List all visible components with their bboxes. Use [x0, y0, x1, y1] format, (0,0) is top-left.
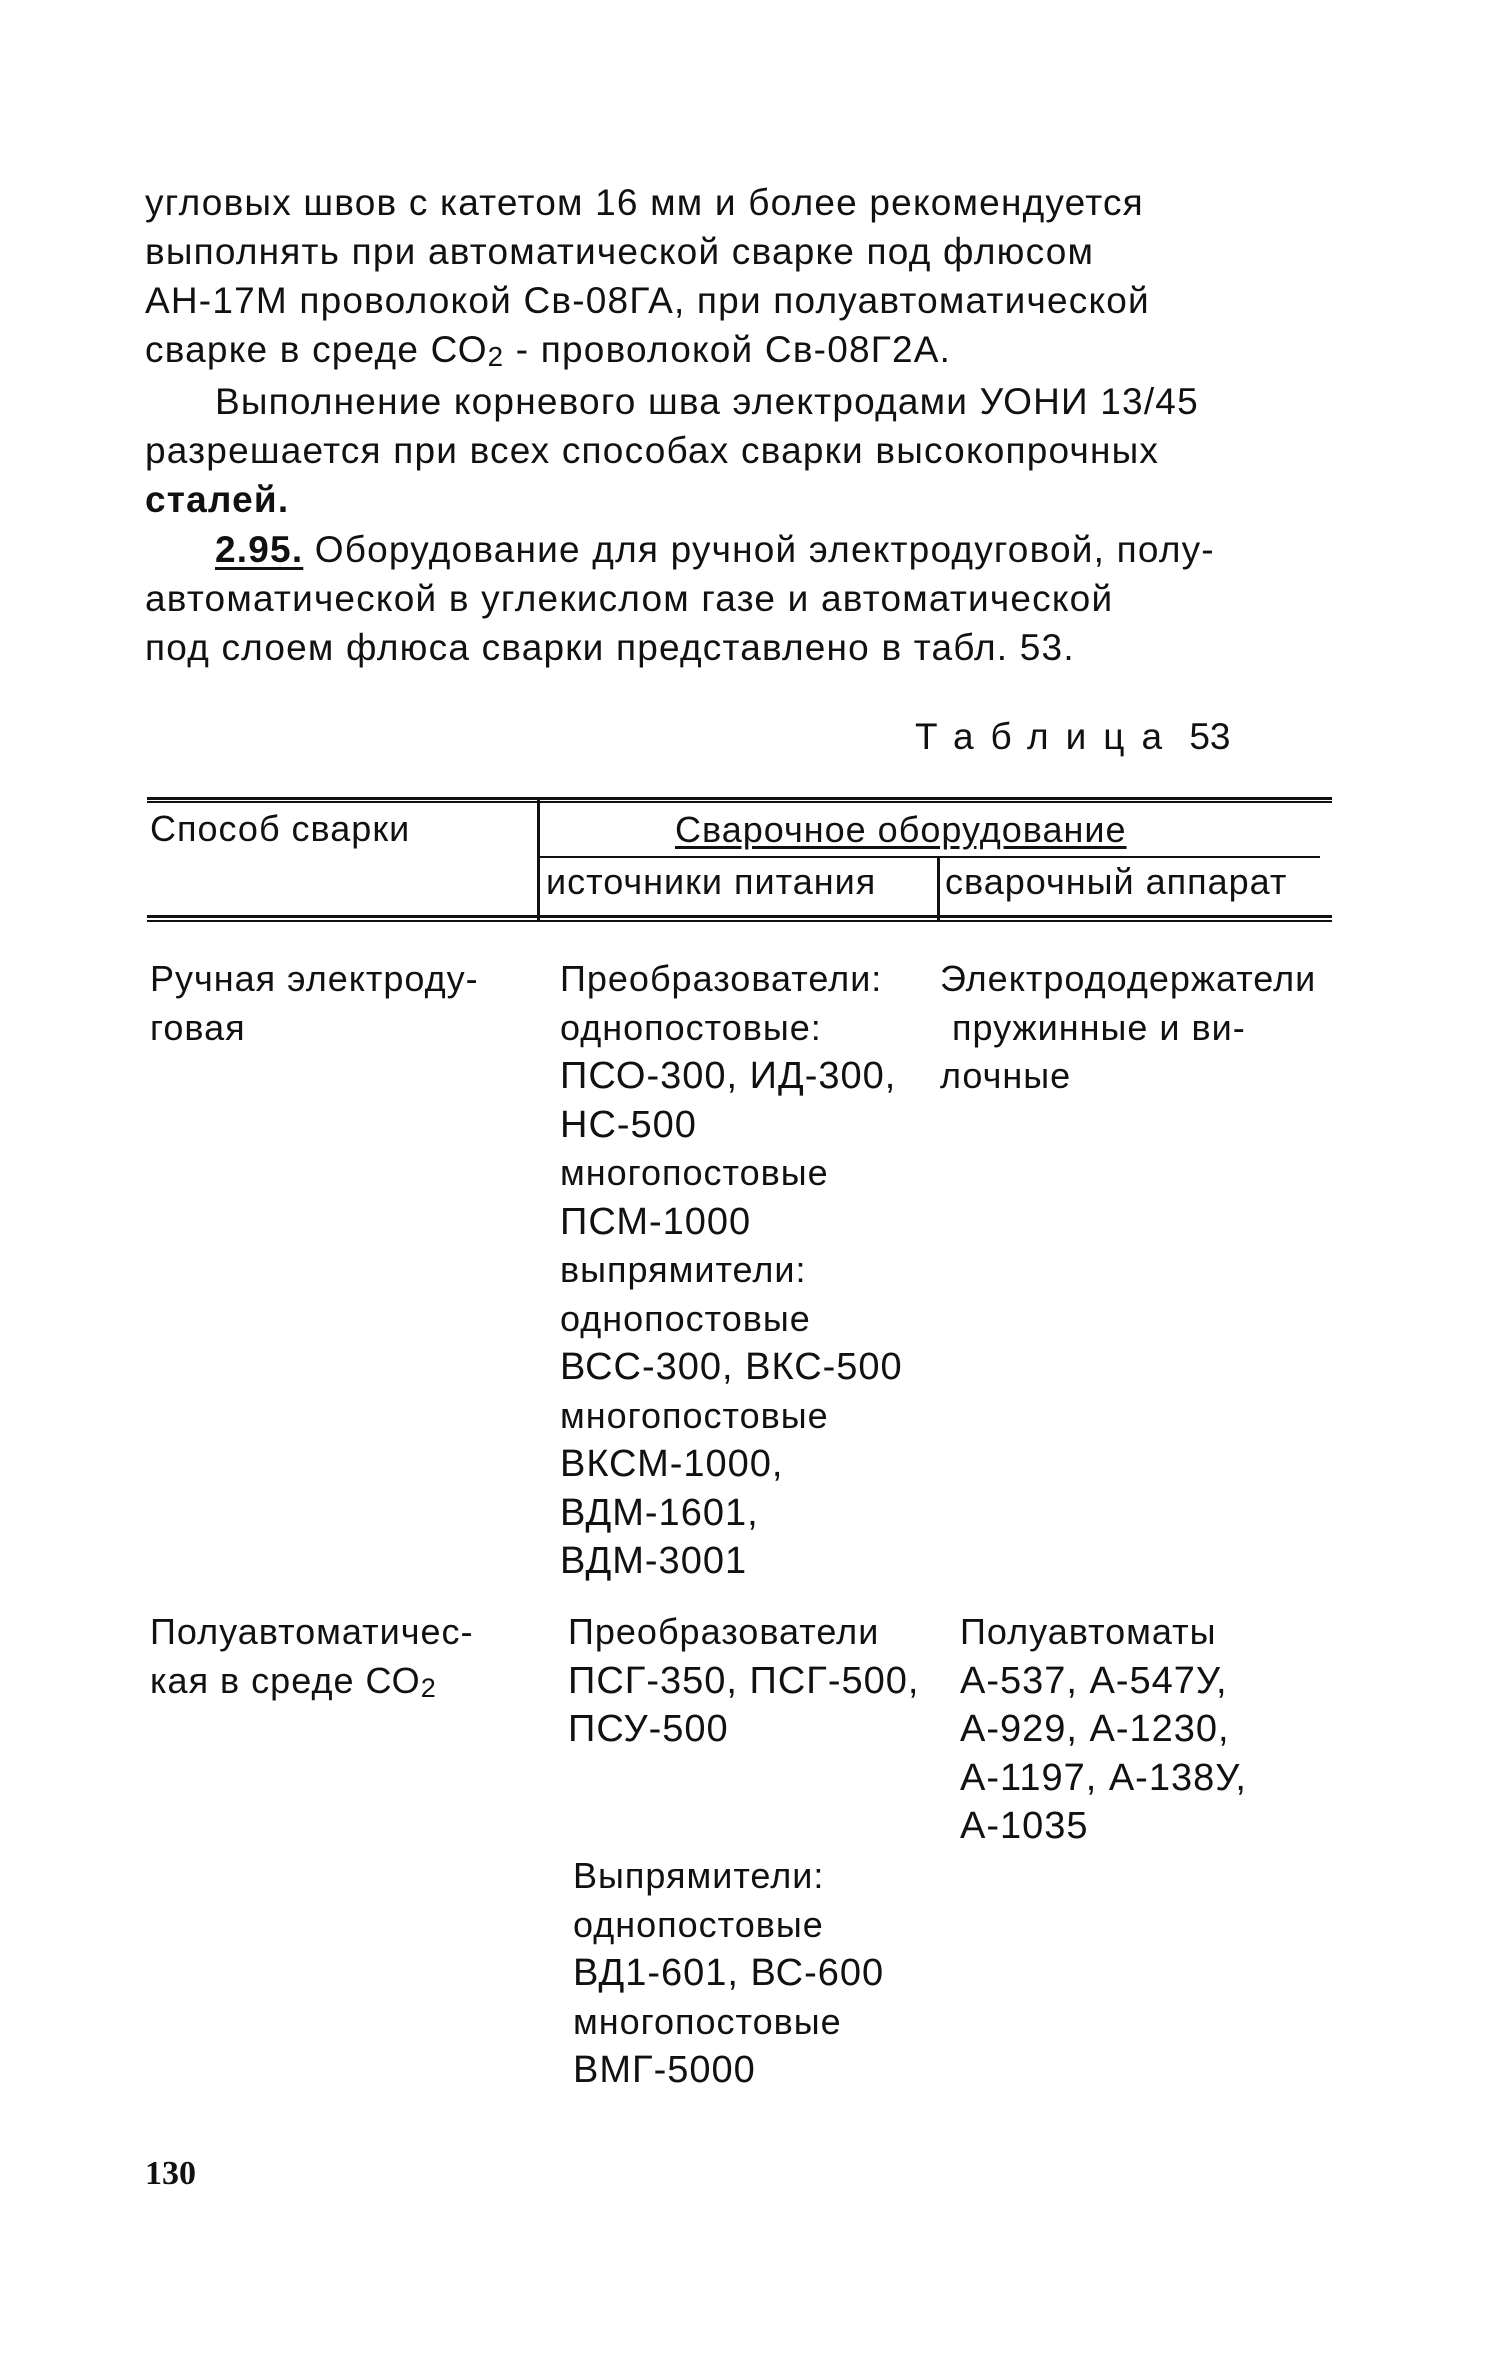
cell-line: ВСС-300, ВКС-500 — [560, 1346, 903, 1388]
table-top-rule-double — [147, 801, 1332, 803]
table-cell-apparatus-semiauto — [960, 1608, 1247, 1851]
cell-line: Полуавтоматы — [960, 1611, 1217, 1652]
cell-line: А-929, А-1230, — [960, 1708, 1230, 1750]
paragraph-welding-wires — [145, 178, 1335, 374]
cell-line: однопостовые — [560, 1297, 811, 1339]
table-header-method: Способ сварки — [150, 808, 411, 849]
cell-line: выпрямители: — [560, 1249, 807, 1290]
cell-line: А-1197, А-138У, — [960, 1756, 1247, 1799]
cell-line: Преобразователи: — [560, 958, 883, 999]
cell-line: многопостовые — [560, 1394, 829, 1436]
table-cell-method-manual — [150, 955, 479, 1052]
text-fragment: Оборудование для ручной электродуговой, полу- — [303, 529, 1215, 570]
cell-line: ВКСМ-1000, — [560, 1443, 784, 1485]
table-subcolumn-divider — [937, 858, 940, 920]
table-caption-number: 53 — [1189, 716, 1231, 757]
table-caption-word: Таблица — [915, 716, 1180, 757]
text-line: разрешается при всех способах сварки высокопрочных — [145, 430, 1160, 471]
table-cell-power-semiauto — [568, 1608, 919, 1754]
table-cell-method-semiauto — [150, 1608, 474, 1705]
text-fragment: - проволокой Св-08Г2А. — [504, 329, 952, 370]
table-cell-power-manual — [560, 955, 903, 1586]
text-line: Выполнение корневого шва электродами УОНИ 13/45 — [215, 381, 1199, 422]
table-caption — [915, 713, 1315, 761]
text-line: сталей. — [145, 479, 290, 520]
text-line — [145, 525, 1335, 574]
table-header-apparatus: сварочный аппарат — [945, 861, 1288, 902]
cell-line: НС-500 — [560, 1103, 697, 1146]
section-number: 2.95. — [215, 529, 304, 570]
cell-line: Преобразователи — [568, 1611, 880, 1652]
subscript: 2 — [487, 341, 505, 373]
table-top-rule — [147, 797, 1332, 800]
table-subheader-rule — [540, 856, 1320, 858]
text-fragment: сварке в среде СО — [145, 329, 488, 370]
cell-line: ВД1-601, ВС-600 — [573, 1952, 885, 1994]
cell-line: лочные — [940, 1055, 1072, 1096]
cell-line: ПСГ-350, ПСГ-500, — [568, 1659, 920, 1702]
cell-line: пружинные и ви- — [952, 1006, 1246, 1048]
table-header-bottom-rule-double — [147, 920, 1332, 922]
text-line: АН-17М проволокой Св-08ГА, при полуавтоматической — [145, 280, 1150, 321]
page-number: 130 — [145, 2155, 196, 2192]
cell-line: ПСУ-500 — [568, 1708, 729, 1750]
cell-line: ПСМ-1000 — [560, 1200, 752, 1243]
cell-line: многопостовые — [560, 1152, 829, 1193]
cell-line: Ручная электроду- — [150, 958, 479, 999]
cell-line: ПСО-300, ИД-300, — [560, 1055, 897, 1097]
table-header-power-sources: источники питания — [546, 861, 877, 902]
table-column-divider — [537, 800, 540, 920]
cell-line: однопостовые: — [560, 1006, 822, 1048]
table-header-equipment: Сварочное оборудование — [675, 809, 1127, 850]
text-line: угловых швов с катетом 16 мм и более рекомендуется — [145, 182, 1144, 223]
cell-line: А-537, А-547У, — [960, 1659, 1228, 1702]
cell-line: ВДМ-1601, — [560, 1491, 759, 1534]
cell-line: ВДМ-3001 — [560, 1540, 748, 1582]
cell-line: однопостовые — [573, 1903, 824, 1945]
text-fragment: кая в среде СО — [150, 1659, 421, 1701]
cell-line: А-1035 — [960, 1805, 1089, 1847]
cell-line: Электрододержатели — [940, 958, 1317, 999]
text-line: выполнять при автоматической сварке под флюсом — [145, 231, 1095, 272]
text-line — [145, 325, 1335, 374]
cell-line: говая — [150, 1006, 246, 1048]
cell-line: многопостовые — [573, 2000, 842, 2042]
table-header-bottom-rule — [147, 915, 1332, 918]
text-line: под слоем флюса сварки представлено в табл. 53. — [145, 627, 1075, 668]
text-line: автоматической в углекислом газе и автоматической — [145, 578, 1114, 619]
table-cell-rectifiers-semiauto — [573, 1852, 884, 2095]
paragraph-root-seam — [145, 377, 1335, 524]
cell-line: Полуавтоматичес- — [150, 1611, 474, 1652]
subscript: 2 — [420, 1672, 437, 1703]
paragraph-equipment — [145, 525, 1335, 672]
cell-line: ВМГ-5000 — [573, 2049, 756, 2091]
cell-line: Выпрямители: — [573, 1855, 825, 1896]
cell-line — [150, 1657, 474, 1706]
table-cell-apparatus-manual — [940, 955, 1316, 1101]
